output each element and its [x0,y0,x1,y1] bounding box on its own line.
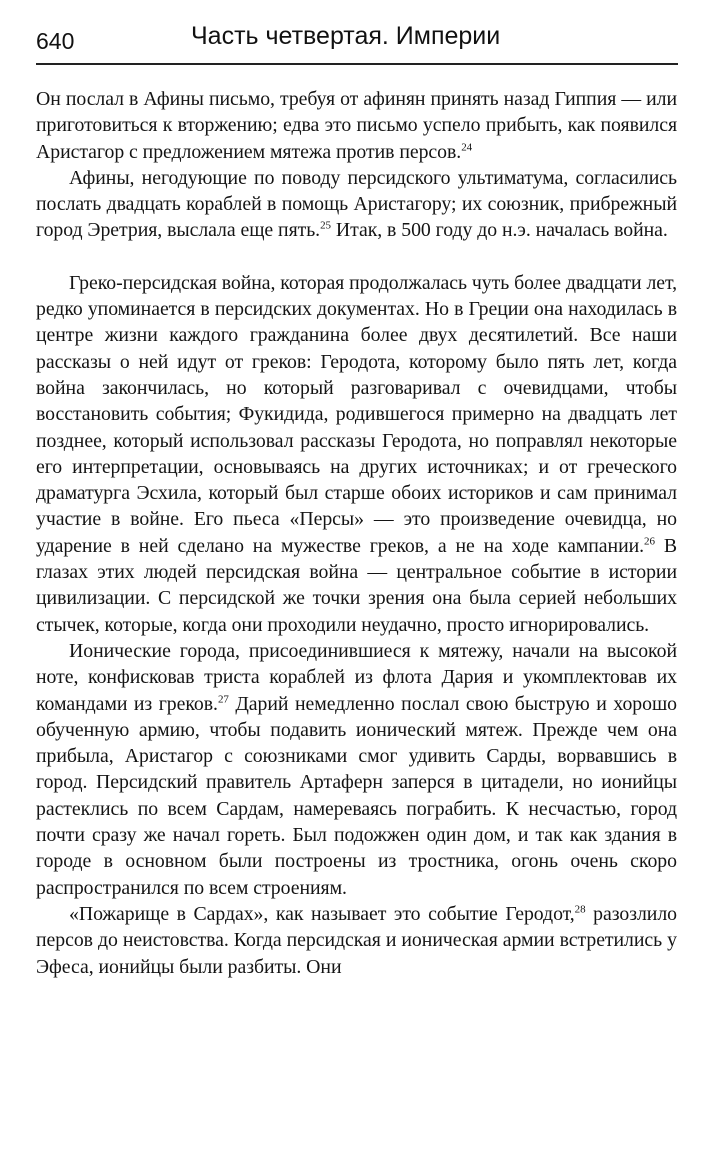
paragraph: Греко-персидская война, которая продолжалась чуть более двадцати лет, редко упоминается в персидских документах. Но в Греции она находилась в центре жизни каждого гражданина более двух десятилетий. Все наши рассказы о ней идут от греков: Геродота, которому было пять лет, когда война закончилась, но который разговаривал с очевидцами, чтобы восстановить события; Фукидида, родившегося примерно на двадцать лет позднее, который использовал рассказы Геродота, но поправлял некоторые его интерпретации, основываясь на других источниках; и от греческого драматурга Эсхила, который был старше обоих историков и сам принимал участие в войне. Его пьеса «Персы» — это произведение очевидца, но ударение в ней сделано на мужестве греков, а не на ходе кампании.$^{26}$ В глазах этих людей персидская война — центральное событие в истории цивилизации. С персидской же точки зрения она была серией небольших стычек, которые, когда они проходили неудачно, просто игнорировались. [36,271,677,636]
footnote-ref: 25 [320,219,331,232]
paragraph: Ионические города, присоединившиеся к мятежу, начали на высокой ноте, конфисковав триста кораблей из флота Дария и укомплектовав их командами из греков.$^{27}$ Дарий немедленно послал свою быструю и хорошо обученную армию, чтобы подавить ионический мятеж. Прежде чем она прибыла, Аристагор с союзниками смог удивить Сарды, ворвавшись в город. Персидский правитель Артаферн заперся в цитадели, но ионийцы растеклись по всем Сардам, намереваясь пограбить. К несчастью, город почти сразу же начал гореть. Был подожжен один дом, и так как здания в городе в основном были построены из тростника, огонь очень скоро распространился по всем строениям. [36,639,677,899]
paragraph: Он послал в Афины письмо, требуя от афинян принять назад Гиппия — или приготовиться к вторжению; едва это письмо успело прибыть, как появился Аристагор с предложением мятежа против персов.$^{24}$ [36,88,677,163]
footnote-ref: 28 [574,903,586,916]
footnote-ref: 27 [217,692,229,705]
paragraph: «Пожарище в Сардах», как называет это событие Геродот,$^{28}$ разозлило персов до неистовства. Когда персидская и ионическая армии встретились у Эфеса, ионийцы были разбиты. Они [36,902,677,978]
footnote-ref: 26 [644,535,655,548]
header-rule [36,63,678,65]
running-title: Часть четвертая. Империи [191,22,501,50]
paragraph: Афины, негодующие по поводу персидского ультиматума, согласились послать двадцать кораблей в помощь Аристагору; их союзник, прибрежный город Эретрия, выслала еще пять.$^{25}$ Итак, в 500 году до н.э. началась война. [36,166,677,242]
body-text [36,86,677,980]
page-number: 640 [36,28,75,54]
footnote-ref: 24 [461,140,473,153]
page-header [36,18,678,60]
